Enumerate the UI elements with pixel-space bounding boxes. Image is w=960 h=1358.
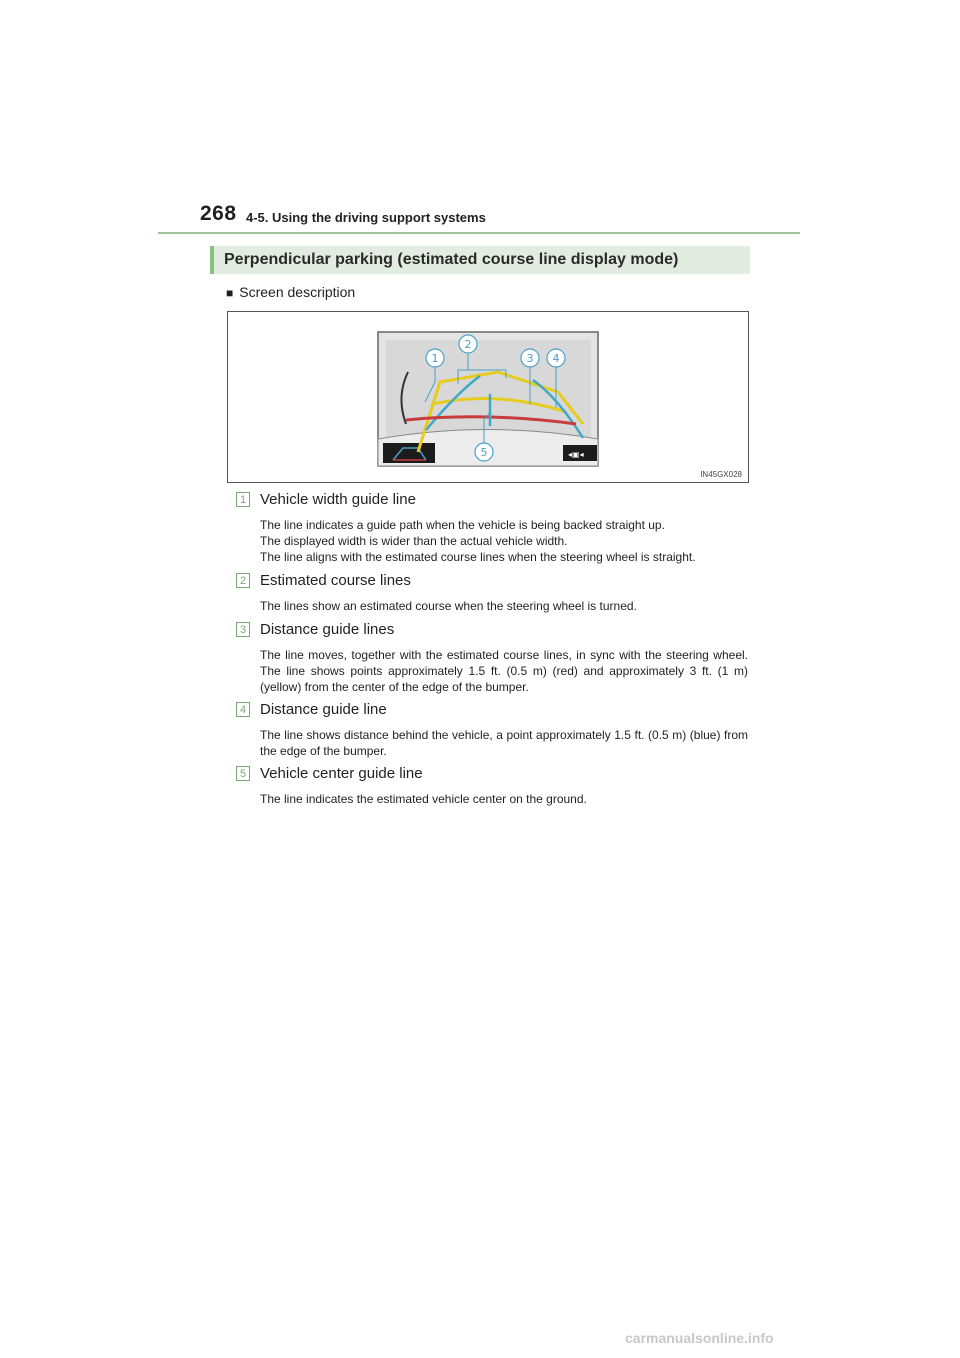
item-description xyxy=(260,598,748,614)
watermark: carmanualsonline.info xyxy=(625,1330,774,1346)
item-title: Distance guide line xyxy=(260,701,387,718)
header-rule xyxy=(158,232,800,234)
item-number: 1 xyxy=(236,492,250,507)
svg-text:◂▣◂: ◂▣◂ xyxy=(568,450,584,459)
item-description-line: The displayed width is wider than the actual vehicle width. xyxy=(260,534,568,548)
item-number: 3 xyxy=(236,622,250,637)
item-description-line: The line indicates a guide path when the vehicle is being backed straight up. xyxy=(260,518,665,532)
subheading-text: Screen description xyxy=(239,284,356,300)
chapter-title: 4-5. Using the driving support systems xyxy=(246,210,486,225)
item-number: 5 xyxy=(236,766,250,781)
section-heading-text: Perpendicular parking (estimated course line display mode) xyxy=(224,251,679,268)
item-title: Estimated course lines xyxy=(260,572,411,589)
section-heading xyxy=(210,246,750,274)
callout-1-label: 1 xyxy=(431,352,439,365)
item-title: Vehicle width guide line xyxy=(260,491,416,508)
item-description xyxy=(260,517,748,565)
item-description xyxy=(260,727,748,759)
subheading xyxy=(226,284,355,300)
item-title: Distance guide lines xyxy=(260,621,395,638)
page-number: 268 xyxy=(200,202,237,225)
callout-5-label: 5 xyxy=(480,446,488,459)
callout-2-label: 2 xyxy=(464,338,472,351)
item-description-line: The line moves, together with the estimated course lines, in sync with the steering wheel. The line shows points approximately 1.5 ft. (0.5 m) (red) and approximately 3 ft. (1 m) (yellow) from the center of the edge of the bumper. xyxy=(260,648,748,694)
callout-4-label: 4 xyxy=(552,352,560,365)
item-description-line: The line shows distance behind the vehicle, a point approximately 1.5 ft. (0.5 m) (blue) from the edge of the bumper. xyxy=(260,728,748,758)
item-description xyxy=(260,647,748,695)
item-description xyxy=(260,791,748,807)
callout-3-label: 3 xyxy=(526,352,534,365)
figure-code: IN45GX028 xyxy=(700,470,742,479)
item-description-line: The lines show an estimated course when the steering wheel is turned. xyxy=(260,599,637,613)
camera-screen-figure xyxy=(227,311,749,483)
item-number: 2 xyxy=(236,573,250,588)
item-description-line: The line indicates the estimated vehicle center on the ground. xyxy=(260,792,587,806)
camera-screen-illustration xyxy=(228,312,748,482)
item-description-line: The line aligns with the estimated course lines when the steering wheel is straight. xyxy=(260,550,696,564)
item-number: 4 xyxy=(236,702,250,717)
item-title: Vehicle center guide line xyxy=(260,765,423,782)
square-bullet-icon: ■ xyxy=(226,286,234,300)
